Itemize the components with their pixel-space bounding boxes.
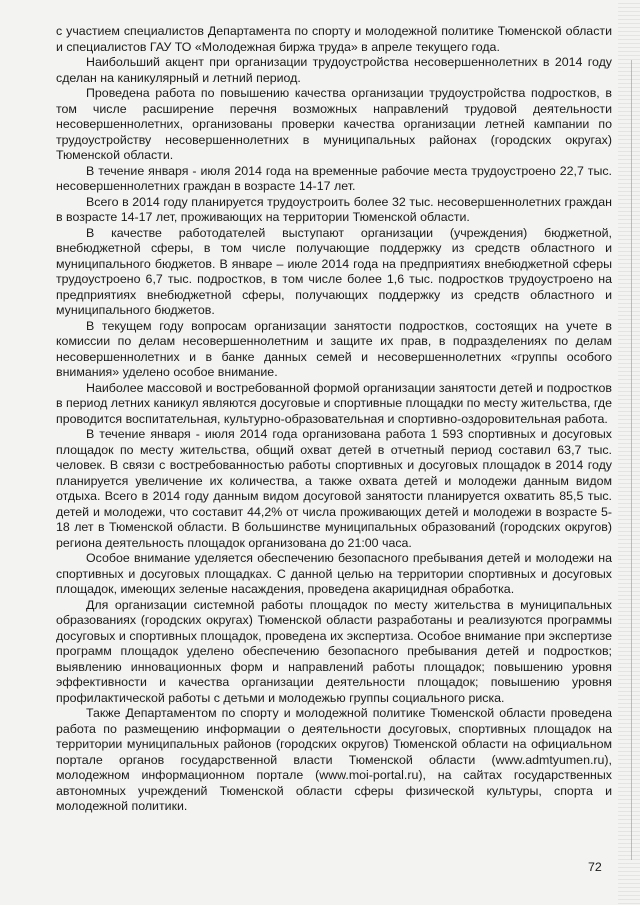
paragraph: В качестве работодателей выступают организации (учреждения) бюджетной, внебюджетной сферы, в том числе получающие поддержку из средств областного и муниципального бюджетов. В январе – июле 2014 года на предприятиях внебюджетной сферы трудоустроено 6,7 тыс. подростков, в том числе более 1,6 тыс. подростков трудоустроено на предприятиях внебюджетной сферы, получающих поддержку из средств областного и муниципального бюджетов.	[56, 225, 612, 317]
paragraph: с участием специалистов Департамента по спорту и молодежной политике Тюменской области и специалистов ГАУ ТО «Молодежная биржа труда» в апреле текущего года.	[56, 24, 612, 54]
paragraph: Наибольший акцент при организации трудоустройства несовершеннолетних в 2014 году сделан на каникулярный и летний период.	[56, 55, 612, 85]
paragraph: Также Департаментом по спорту и молодежной политике Тюменской области проведена работа по размещению информации о деятельности досуговых, спортивных площадок на территории муниципальных районов (городских округов) Тюменской области на официальном портале органов государственной власти Тюменской области (www.admtyumen.ru), молодежном информационном портале (www.moi-portal.ru), на сайтах государственных автономных учреждений Тюменской области сферы физической культуры, спорта и молодежной политики.	[56, 706, 612, 813]
paragraph: Для организации системной работы площадок по месту жительства в муниципальных образованиях (городских округах) Тюменской области разработаны и реализуются программы досуговых и спортивных площадок, проведена их экспертиза. Особое внимание при экспертизе программ площадок уделено обеспечению безопасного пребывания детей и подростков; выявлению инновационных форм и направлений работы площадок; повышению уровня эффективности и качества организации деятельности площадок; повышению уровня профилактической работы с детьми и молодежью группы социального риска.	[56, 597, 612, 705]
paragraph: Особое внимание уделяется обеспечению безопасного пребывания детей и молодежи на спортивных и досуговых площадках. С данной целью на территории спортивных и досуговых площадок, имеющих зеленые насаждения, проведена акарицидная обработка.	[56, 551, 612, 596]
paragraph: В текущем году вопросам организации занятости подростков, состоящих на учете в комиссии по делам несовершеннолетним и защите их прав, в подразделениях по делам несовершеннолетних и в банке данных семей и несовершеннолетних «группы особого внимания» уделено особое внимание.	[56, 318, 612, 379]
paragraph: В течение января - июля 2014 года организована работа 1 593 спортивных и досуговых площадок по месту жительства, общий охват детей в отчетный период составил 63,7 тыс. человек. В связи с востребованностью работы спортивных и досуговых площадок в 2014 году планируется увеличение их количества, а также охвата детей и молодежи данным видом отдыха. Всего в 2014 году данным видом досуговой занятости планируется охватить 85,5 тыс. детей и молодежи, что составит 44,2% от числа проживающих детей и молодежи в возрасте 5-18 лет в Тюменской области. В большинстве муниципальных образований (городских округов) региона деятельность площадок организована до 21:00 часа.	[56, 427, 612, 550]
paragraph: В течение января - июля 2014 года на временные рабочие места трудоустроено 22,7 тыс. несовершеннолетних граждан в возрасте 14-17 лет.	[56, 163, 612, 193]
scan-edge-line	[631, 60, 632, 860]
scan-edge-artifact	[618, 0, 640, 905]
paragraph: Наиболее массовой и востребованной формой организации занятости детей и подростков в период летних каникул являются досуговые и спортивные площадки по месту жительства, где проводится воспитательная, культурно-образовательная и спортивно-оздоровительная работа.	[56, 380, 612, 426]
paragraph: Всего в 2014 году планируется трудоустроить более 32 тыс. несовершеннолетних граждан в возрасте 14-17 лет, проживающих на территории Тюменской области.	[56, 194, 612, 224]
paragraph: Проведена работа по повышению качества организации трудоустройства подростков, в том числе расширение перечня возможных направлений трудовой деятельности несовершеннолетних, организованы проверки качества организации летней кампании по трудоустройству несовершеннолетних в муниципальных районах (городских округах) Тюменской области.	[56, 86, 612, 162]
document-body	[56, 24, 612, 815]
page-number: 72	[588, 860, 602, 874]
